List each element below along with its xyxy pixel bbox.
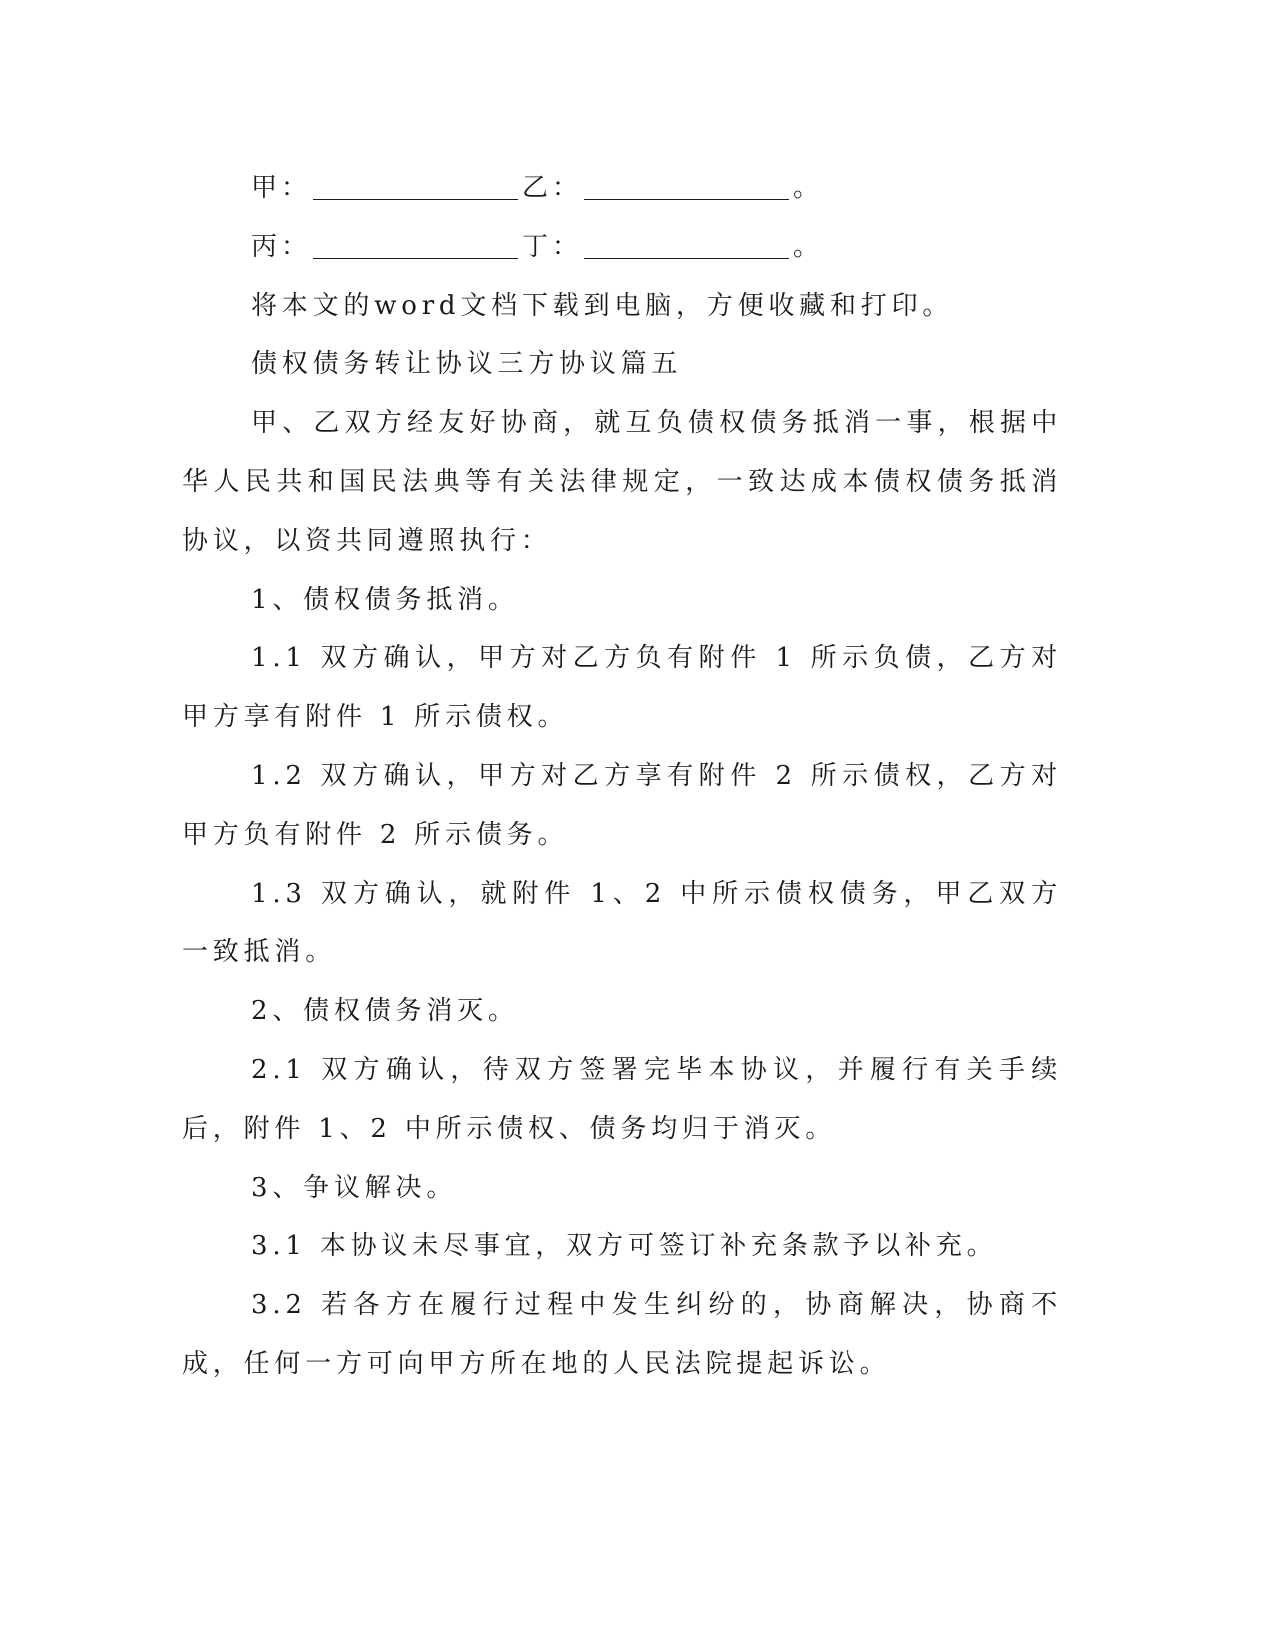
signature-label-bing: 丙：: [251, 231, 312, 262]
clause-2-1: 2.1 双方确认，待双方签署完毕本协议，并履行有关手续后，附件 1、2 中所示债权、债务均归于消灭。: [182, 1054, 1062, 1144]
clause-3-1: 3.1 本协议未尽事宜，双方可签订补充条款予以补充。: [251, 1231, 998, 1262]
document-body: [182, 159, 1062, 1394]
signature-row-end: 。: [793, 173, 824, 203]
signature-label-jia: 甲：: [251, 173, 312, 203]
download-note: 将本文的word文档下载到电脑，方便收藏和打印。: [251, 290, 954, 321]
clause-heading-1: 1、债权债务抵消。: [251, 584, 519, 615]
clause-1-1: 1.1 双方确认，甲方对乙方负有附件 1 所示负债，乙方对甲方享有附件 1 所示债权。: [182, 643, 1062, 733]
signature-row-1: [182, 159, 1062, 218]
clause-3-2: 3.2 若各方在履行过程中发生纠纷的，协商解决，协商不成，任何一方可向甲方所在地的人民法院提起诉讼。: [182, 1290, 1062, 1379]
section-heading: 债权债务转让协议三方协议篇五: [251, 349, 683, 380]
clause-1-3: 1.3 双方确认，就附件 1、2 中所示债权债务，甲乙双方一致抵消。: [182, 878, 1062, 968]
signature-blank-ding: [584, 257, 789, 259]
clause-heading-3: 3、争议解决。: [251, 1172, 458, 1203]
signature-blank-yi: [584, 198, 789, 200]
intro-paragraph: 甲、乙双方经友好协商，就互负债权债务抵消一事，根据中华人民共和国民法典等有关法律规定，一致达成本债权债务抵消协议，以资共同遵照执行：: [182, 408, 1062, 556]
signature-row-2: [182, 218, 1062, 277]
signature-blank-bing: [313, 257, 518, 259]
clause-1-2: 1.2 双方确认，甲方对乙方享有附件 2 所示债权，乙方对甲方负有附件 2 所示债务。: [182, 760, 1062, 850]
signature-label-yi: 乙：: [522, 173, 583, 203]
signature-blank-jia: [313, 198, 518, 200]
clause-heading-2: 2、债权债务消灭。: [251, 996, 519, 1027]
signature-label-ding: 丁：: [522, 231, 583, 262]
signature-row-end: 。: [793, 231, 824, 262]
